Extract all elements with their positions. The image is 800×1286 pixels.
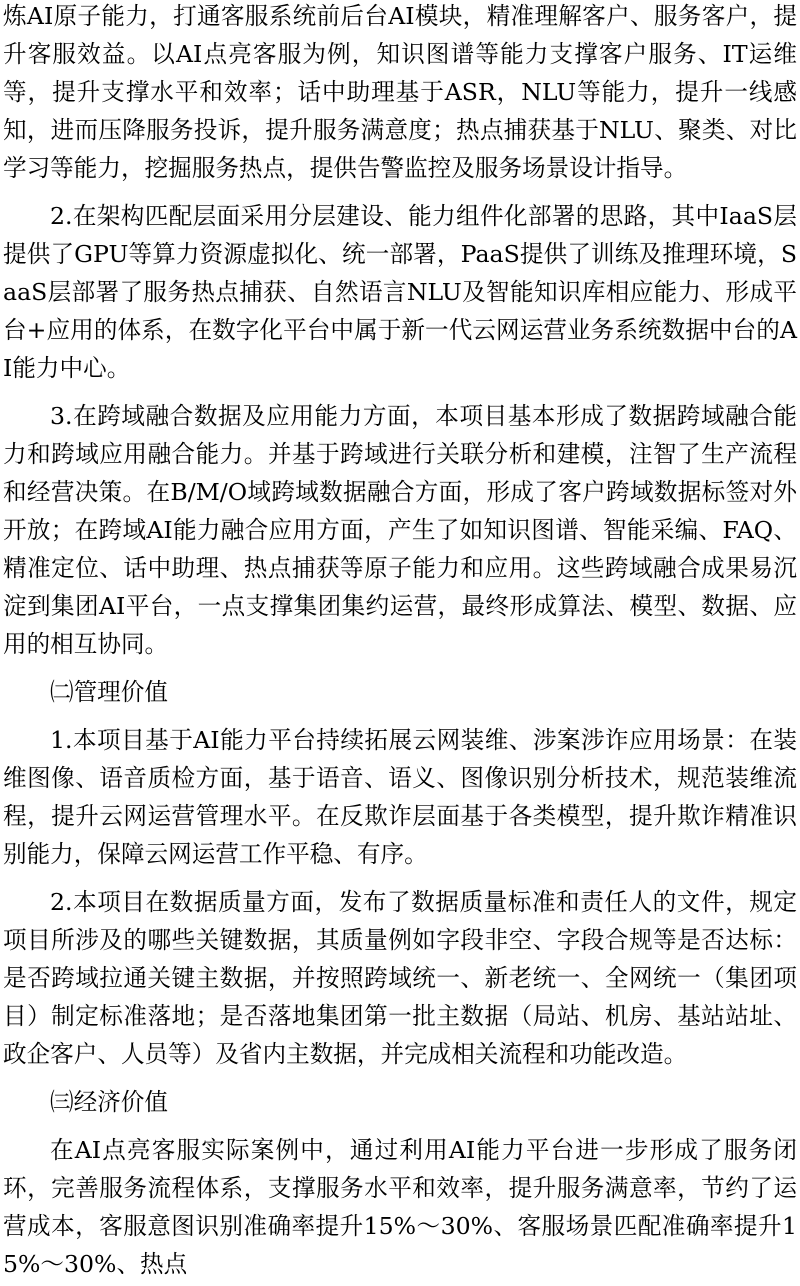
paragraph-management-2: 2.本项目在数据质量方面，发布了数据质量标准和责任人的文件，规定项目所涉及的哪些关键数据，其质量例如字段非空、字段合规等是否达标：是否跨域拉通关键主数据，并按照跨域统一、新老统一、全网统一（集团项目）制定标准落地；是否落地集团第一批主数据（局站、机房、基站站址、政企客户、人员等）及省内主数据，并完成相关流程和功能改造。 [3,888,797,1068]
paragraph-intro-continued: 炼AI原子能力，打通客服系统前后台AI模块，精准理解客户、服务客户，提升客服效益。以AI点亮客服为例，知识图谱等能力支撑客户服务、IT运维等，提升支撑水平和效率；话中助理基于ASR，NLU等能力，提升一线感知，进而压降服务投诉，提升服务满意度；热点捕获基于NLU、聚类、对比学习等能力，挖掘服务热点，提供告警监控及服务场景设计指导。 [3,2,797,182]
paragraph-cross-domain: 3.在跨域融合数据及应用能力方面，本项目基本形成了数据跨域融合能力和跨域应用融合能力。并基于跨域进行关联分析和建模，注智了生产流程和经营决策。在B/M/O域跨域数据融合方面，形成了客户跨域数据标签对外开放；在跨域AI能力融合应用方面，产生了如知识图谱、智能采编、FAQ、精准定位、话中助理、热点捕获等原子能力和应用。这些跨域融合成果易沉淀到集团AI平台，一点支撑集团集约运营，最终形成算法、模型、数据、应用的相互协同。 [3,402,797,658]
paragraph-architecture: 2.在架构匹配层面采用分层建设、能力组件化部署的思路，其中IaaS层提供了GPU等算力资源虚拟化、统一部署，PaaS提供了训练及推理环境，SaaS层部署了服务热点捕获、自然语言NLU及智能知识库相应能力、形成平台+应用的体系，在数字化平台中属于新一代云网运营业务系统数据中台的AI能力中心。 [3,202,797,382]
section-heading-management-value: ㈡管理价值 [50,678,168,706]
paragraph-economic: 在AI点亮客服实际案例中，通过利用AI能力平台进一步形成了服务闭环，完善服务流程体系，支撑服务水平和效率，提升服务满意率，节约了运营成本，客服意图识别准确率提升15%～30%、客服场景匹配准确率提升15%～30%、热点 [3,1136,797,1278]
section-heading-economic-value: ㈢经济价值 [50,1088,168,1116]
paragraph-management-1: 1.本项目基于AI能力平台持续拓展云网装维、涉案涉诈应用场景：在装维图像、语音质检方面，基于语音、语义、图像识别分析技术，规范装维流程，提升云网运营管理水平。在反欺诈层面基于各类模型，提升欺诈精准识别能力，保障云网运营工作平稳、有序。 [3,726,797,868]
